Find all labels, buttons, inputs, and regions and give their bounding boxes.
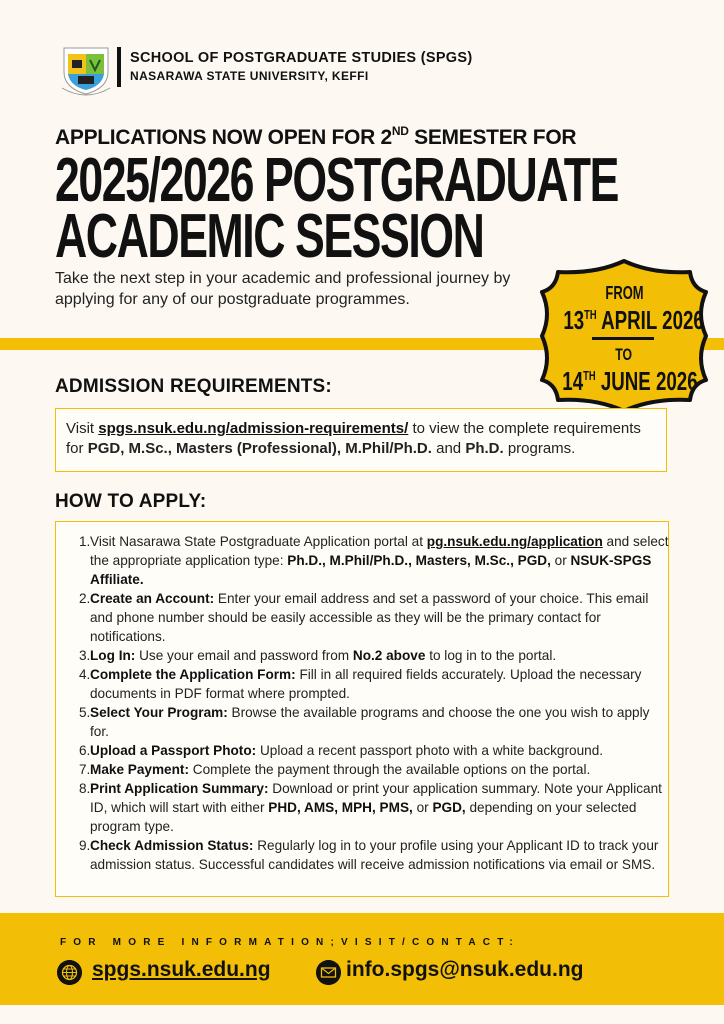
step-item: 1. Visit Nasarawa State Postgraduate Application portal at pg.nsuk.edu.ng/application and select the appropriate application type: Ph.D., M.Phil/Ph.D., Masters, M.Sc., PGD, or NSUK-SPGS Affiliate. bbox=[79, 534, 669, 587]
from-label: FROM bbox=[604, 283, 644, 303]
title-line-1: 2025/2026 POSTGRADUATE bbox=[55, 146, 618, 215]
footer-label: FOR MORE INFORMATION;VISIT/CONTACT: bbox=[60, 937, 520, 948]
university-logo bbox=[60, 42, 112, 98]
application-portal-link[interactable]: pg.nsuk.edu.ng/application bbox=[426, 534, 603, 549]
admission-box: Visit spgs.nsuk.edu.ng/admission-requirements/ to view the complete requirements for PGD, M.Sc., Masters (Professional), M.Phil/Ph.D. and Ph.D. programs. bbox=[55, 408, 667, 472]
email-link[interactable]: info.spgs@nsuk.edu.ng bbox=[346, 958, 584, 981]
title-line-2: ACADEMIC SESSION bbox=[55, 202, 484, 271]
step-item: 8. Print Application Summary: Download or print your application summary. Note your Applicant ID, which will start with either PHD, AMS, MPH, PMS, or PGD, depending on your selected program type. bbox=[79, 781, 662, 834]
globe-icon bbox=[57, 960, 82, 985]
steps-list bbox=[78, 532, 670, 874]
step-item: 4. Complete the Application Form: Fill in all required fields accurately. Upload the necessary documents in PDF format where prompted. bbox=[79, 667, 642, 701]
description: Take the next step in your academic and professional journey by applying for any of our postgraduate programmes. bbox=[55, 270, 511, 308]
university-name: NASARAWA STATE UNIVERSITY, KEFFI bbox=[130, 69, 369, 83]
date-divider bbox=[592, 337, 654, 340]
kicker-heading: APPLICATIONS NOW OPEN FOR 2ND SEMESTER FOR bbox=[55, 124, 577, 149]
step-item: 5. Select Your Program: Browse the available programs and choose the one you wish to apply for. bbox=[79, 705, 650, 739]
end-date: 14TH JUNE 2026 bbox=[562, 366, 698, 396]
how-to-apply-heading: HOW TO APPLY: bbox=[55, 491, 207, 512]
step-item: 9. Check Admission Status: Regularly log in to your profile using your Applicant ID to track your admission status. Successful candidates will receive admission notifications via email or SMS. bbox=[79, 838, 659, 872]
school-name: SCHOOL OF POSTGRADUATE STUDIES (SPGS) bbox=[130, 50, 473, 66]
start-date: 13TH APRIL 2026 bbox=[563, 305, 704, 335]
step-item: 6. Upload a Passport Photo: Upload a recent passport photo with a white background. bbox=[79, 743, 604, 758]
admission-requirements-link[interactable]: spgs.nsuk.edu.ng/admission-requirements/ bbox=[98, 420, 409, 437]
header-divider bbox=[117, 47, 121, 87]
website-link[interactable]: spgs.nsuk.edu.ng bbox=[92, 958, 271, 981]
step-item: 2. Create an Account: Enter your email address and set a password of your choice. This email and phone number should be easily accessible as they will be the primary contact for notifications. bbox=[79, 591, 649, 644]
to-label: TO bbox=[615, 345, 633, 364]
step-item: 3. Log In: Use your email and password from No.2 above to log in to the portal. bbox=[79, 648, 557, 663]
how-to-apply-box bbox=[55, 521, 669, 897]
envelope-icon bbox=[316, 960, 341, 985]
step-item: 7. Make Payment: Complete the payment through the available options on the portal. bbox=[79, 762, 591, 777]
admission-heading: ADMISSION REQUIREMENTS: bbox=[55, 376, 332, 397]
